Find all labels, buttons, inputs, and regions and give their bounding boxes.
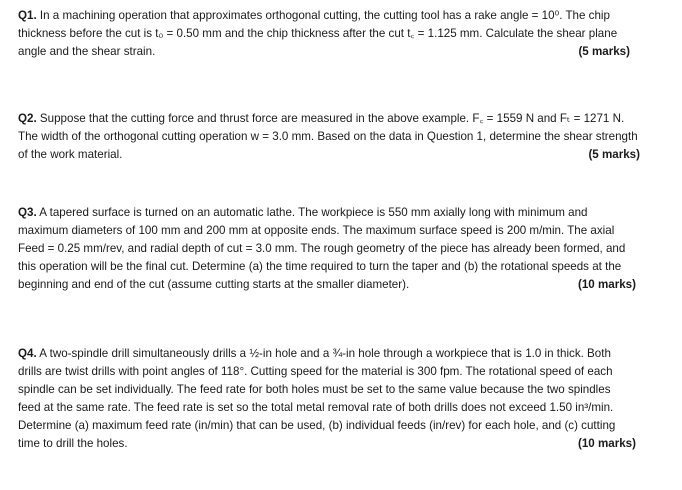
marks-label: (10 marks): [577, 437, 636, 450]
question-2: [18, 110, 640, 164]
question-4-body: [18, 345, 636, 453]
marks-label: (5 marks): [578, 45, 630, 58]
question-text: A tapered surface is turned on an automatic lathe. The workpiece is 550 mm axially long with minimum and maximum diameters of 100 mm and 200 mm at opposite ends. The maximum surface speed is 200 m/min. The axial Feed = 0.25 mm/rev, and radial depth of cut = 3.0 mm. The rough geometry of the piece has already been formed, and this operation will be the final cut. Determine (a) the time required to turn the taper and (b) the rotational speeds at the beginning and end of the cut (assume cutting starts at the smaller diameter).: [18, 206, 626, 291]
question-number: Q3.: [18, 206, 37, 219]
question-number: Q1.: [18, 9, 37, 22]
question-4: [18, 345, 636, 453]
question-1: [18, 7, 630, 61]
question-2-body: [18, 110, 640, 164]
question-text: A two-spindle drill simultaneously drills a ½-in hole and a ¾-in hole through a workpiece that is 1.0 in thick. Both drills are twist drills with point angles of 118°. Cutting speed for the material is 300 fpm. The rotational speed of each spindle can be set individually. The feed rate for both holes must be set to the same value because the two spindles feed at the same rate. The feed rate is set so the total metal removal rate of both drills does not exceed 1.50 in³/min. Determine (a) maximum feed rate (in/min) that can be used, (b) individual feeds (in/rev) for each hole, and (c) cutting time to drill the holes.: [18, 347, 616, 450]
question-1-body: [18, 7, 630, 61]
question-3-body: [18, 204, 636, 294]
question-number: Q2.: [18, 112, 37, 125]
question-text: Suppose that the cutting force and thrust force are measured in the above example. F꜀ = 1559 N and Fₜ = 1271 N. The width of the orthogonal cutting operation w = 3.0 mm. Based on the data in Question 1, determine the shear strength of the work material.: [18, 112, 638, 161]
question-text: In a machining operation that approximates orthogonal cutting, the cutting tool has a rake angle = 10⁰. The chip thickness before the cut is t₀ = 0.50 mm and the chip thickness after the cut t꜀ = 1.125 mm. Calculate the shear plane angle and the shear strain.: [18, 9, 618, 58]
question-number: Q4.: [18, 347, 37, 360]
marks-label: (5 marks): [588, 148, 640, 161]
marks-label: (10 marks): [577, 278, 636, 291]
question-3: [18, 204, 636, 294]
